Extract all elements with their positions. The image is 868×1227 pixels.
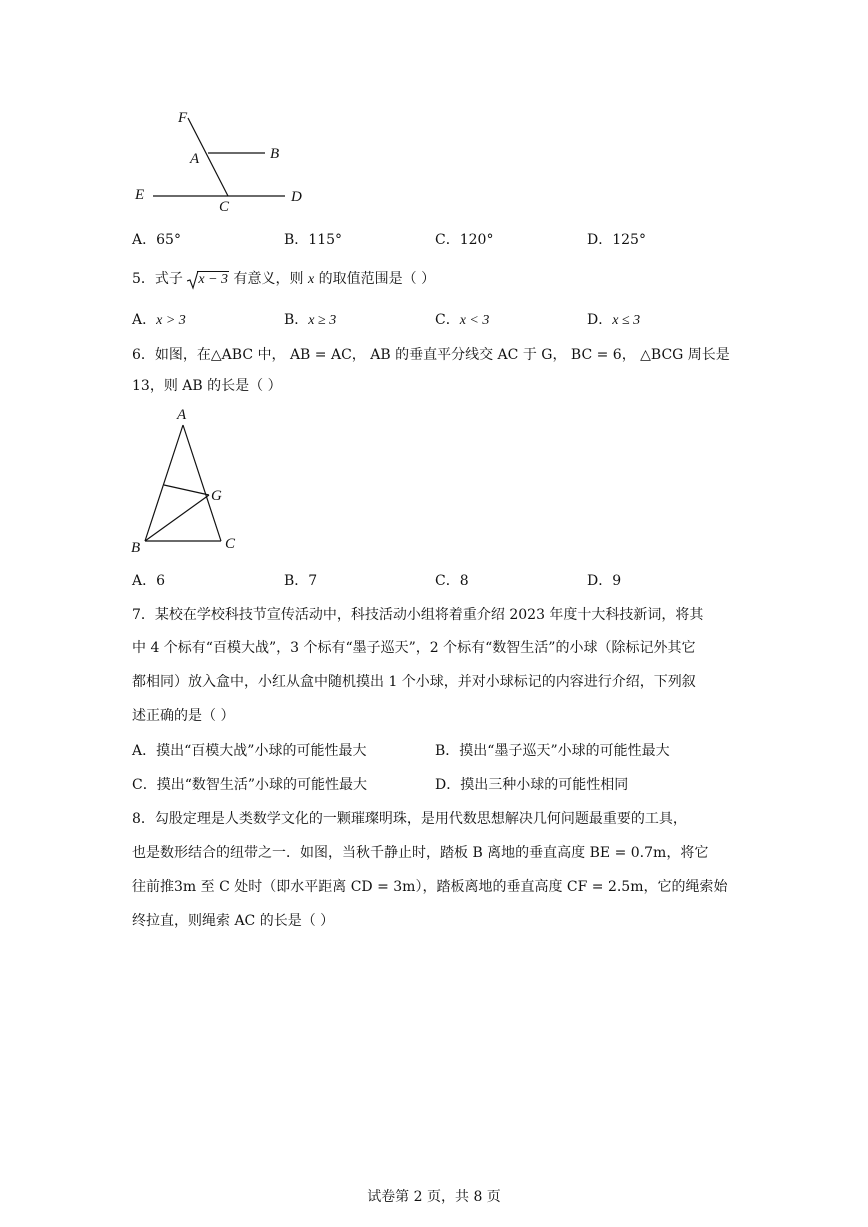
q5-var: x bbox=[307, 272, 315, 287]
side-AB bbox=[145, 425, 183, 541]
q6-option-c bbox=[435, 570, 469, 590]
label-B: B bbox=[270, 146, 280, 162]
sqrt-sign-icon bbox=[187, 270, 199, 290]
q7-line-2: 中 4 个标有“百模大战”，3 个标有“墨子巡天”，2 个标有“数智生活”的小球（除标记外其它 bbox=[132, 640, 696, 656]
q7-option-b bbox=[435, 740, 670, 760]
label-D: D bbox=[291, 189, 302, 205]
q4-option-c bbox=[435, 229, 493, 249]
option-text: 65° bbox=[156, 232, 181, 248]
label-E: E bbox=[135, 187, 145, 203]
option-text: 8 bbox=[459, 573, 469, 589]
option-letter: A． bbox=[132, 312, 157, 328]
sqrt-radicand: x − 3 bbox=[198, 272, 229, 287]
q7-line-3: 都相同）放入盒中，小红从盒中随机摸出 1 个小球，并对小球标记的内容进行介绍，下列叙 bbox=[132, 674, 696, 690]
q5-option-b bbox=[284, 309, 336, 329]
q6-option-a bbox=[132, 570, 165, 590]
option-letter: B． bbox=[435, 743, 460, 759]
option-letter: D． bbox=[587, 232, 613, 248]
q5-prefix: 5．式子 bbox=[132, 271, 183, 287]
option-letter: A． bbox=[132, 573, 157, 589]
q8-line-2: 也是数形结合的纽带之一．如图，当秋千静止时，踏板 B 离地的垂直高度 BE = 0.7m，将它 bbox=[132, 845, 709, 861]
q8-line-3: 往前推3m 至 C 处时（即水平距离 CD = 3m），踏板离地的垂直高度 CF = 2.5m，它的绳索始 bbox=[132, 879, 728, 895]
label-C: C bbox=[219, 199, 230, 215]
q4-option-b bbox=[284, 229, 342, 249]
parallel-lines-figure bbox=[120, 100, 320, 220]
option-letter: A． bbox=[132, 743, 157, 759]
option-letter: D． bbox=[587, 312, 613, 328]
option-letter: A． bbox=[132, 232, 157, 248]
label-A: A bbox=[177, 407, 187, 423]
option-text: 7 bbox=[308, 573, 318, 589]
label-C: C bbox=[225, 536, 236, 552]
option-text: 9 bbox=[612, 573, 622, 589]
option-text: 摸出“墨子巡天”小球的可能性最大 bbox=[459, 743, 670, 759]
q7-line-1: 7．某校在学校科技节宣传活动中，科技活动小组将着重介绍 2023 年度十大科技新词，将其 bbox=[132, 607, 704, 623]
q5-option-c bbox=[435, 309, 489, 329]
option-text: 120° bbox=[459, 232, 494, 248]
option-letter: B． bbox=[284, 312, 309, 328]
option-letter: C． bbox=[435, 232, 460, 248]
segment-BG bbox=[145, 495, 209, 541]
q5-option-d bbox=[587, 309, 640, 329]
sqrt-expression bbox=[187, 271, 229, 288]
q6-line-2: 13，则 AB 的长是（ ） bbox=[132, 378, 282, 394]
option-letter: D． bbox=[587, 573, 613, 589]
q5-stem bbox=[132, 268, 435, 288]
option-text: x ≤ 3 bbox=[612, 313, 641, 328]
q7-option-d bbox=[435, 774, 628, 794]
q8-line-4: 终拉直，则绳索 AC 的长是（ ） bbox=[132, 913, 335, 929]
page-footer: 试卷第 2 页，共 8 页 bbox=[367, 1189, 501, 1205]
option-text: 摸出“百模大战”小球的可能性最大 bbox=[156, 743, 367, 759]
q6-line-1: 6．如图，在△ABC 中， AB = AC， AB 的垂直平分线交 AC 于 G， BC = 6， △BCG 周长是 bbox=[132, 347, 730, 363]
label-A: A bbox=[190, 151, 200, 167]
option-text: 摸出三种小球的可能性相同 bbox=[460, 777, 629, 793]
option-text: 6 bbox=[156, 573, 166, 589]
q7-option-a bbox=[132, 740, 366, 760]
option-text: 115° bbox=[308, 232, 343, 248]
option-letter: C． bbox=[132, 777, 157, 793]
label-B: B bbox=[131, 540, 141, 556]
q7-line-4: 述正确的是（ ） bbox=[132, 708, 235, 724]
side-AC bbox=[183, 425, 221, 541]
option-text: 125° bbox=[612, 232, 646, 248]
option-text: x < 3 bbox=[459, 313, 490, 328]
option-letter: B． bbox=[284, 573, 309, 589]
q4-option-d bbox=[587, 229, 646, 249]
q5-mid: 有意义，则 bbox=[233, 271, 304, 287]
option-letter: B． bbox=[284, 232, 309, 248]
option-letter: C． bbox=[435, 312, 460, 328]
q5-tail: 的取值范围是（ ） bbox=[318, 271, 436, 287]
q6-option-b bbox=[284, 570, 317, 590]
label-G: G bbox=[211, 488, 222, 504]
option-text: x > 3 bbox=[156, 313, 186, 328]
option-letter: D． bbox=[435, 777, 461, 793]
perpendicular-bisector bbox=[164, 485, 209, 495]
q8-line-1: 8．勾股定理是人类数学文化的一颗璀璨明珠，是用代数思想解决几何问题最重要的工具， bbox=[132, 811, 687, 827]
option-letter: C． bbox=[435, 573, 460, 589]
q6-option-d bbox=[587, 570, 621, 590]
option-text: x ≥ 3 bbox=[308, 313, 337, 328]
option-text: 摸出“数智生活”小球的可能性最大 bbox=[156, 777, 368, 793]
q7-option-c bbox=[132, 774, 367, 794]
q4-option-a bbox=[132, 229, 181, 249]
label-F: F bbox=[178, 110, 188, 126]
triangle-figure bbox=[125, 400, 255, 560]
q5-option-a bbox=[132, 309, 186, 329]
